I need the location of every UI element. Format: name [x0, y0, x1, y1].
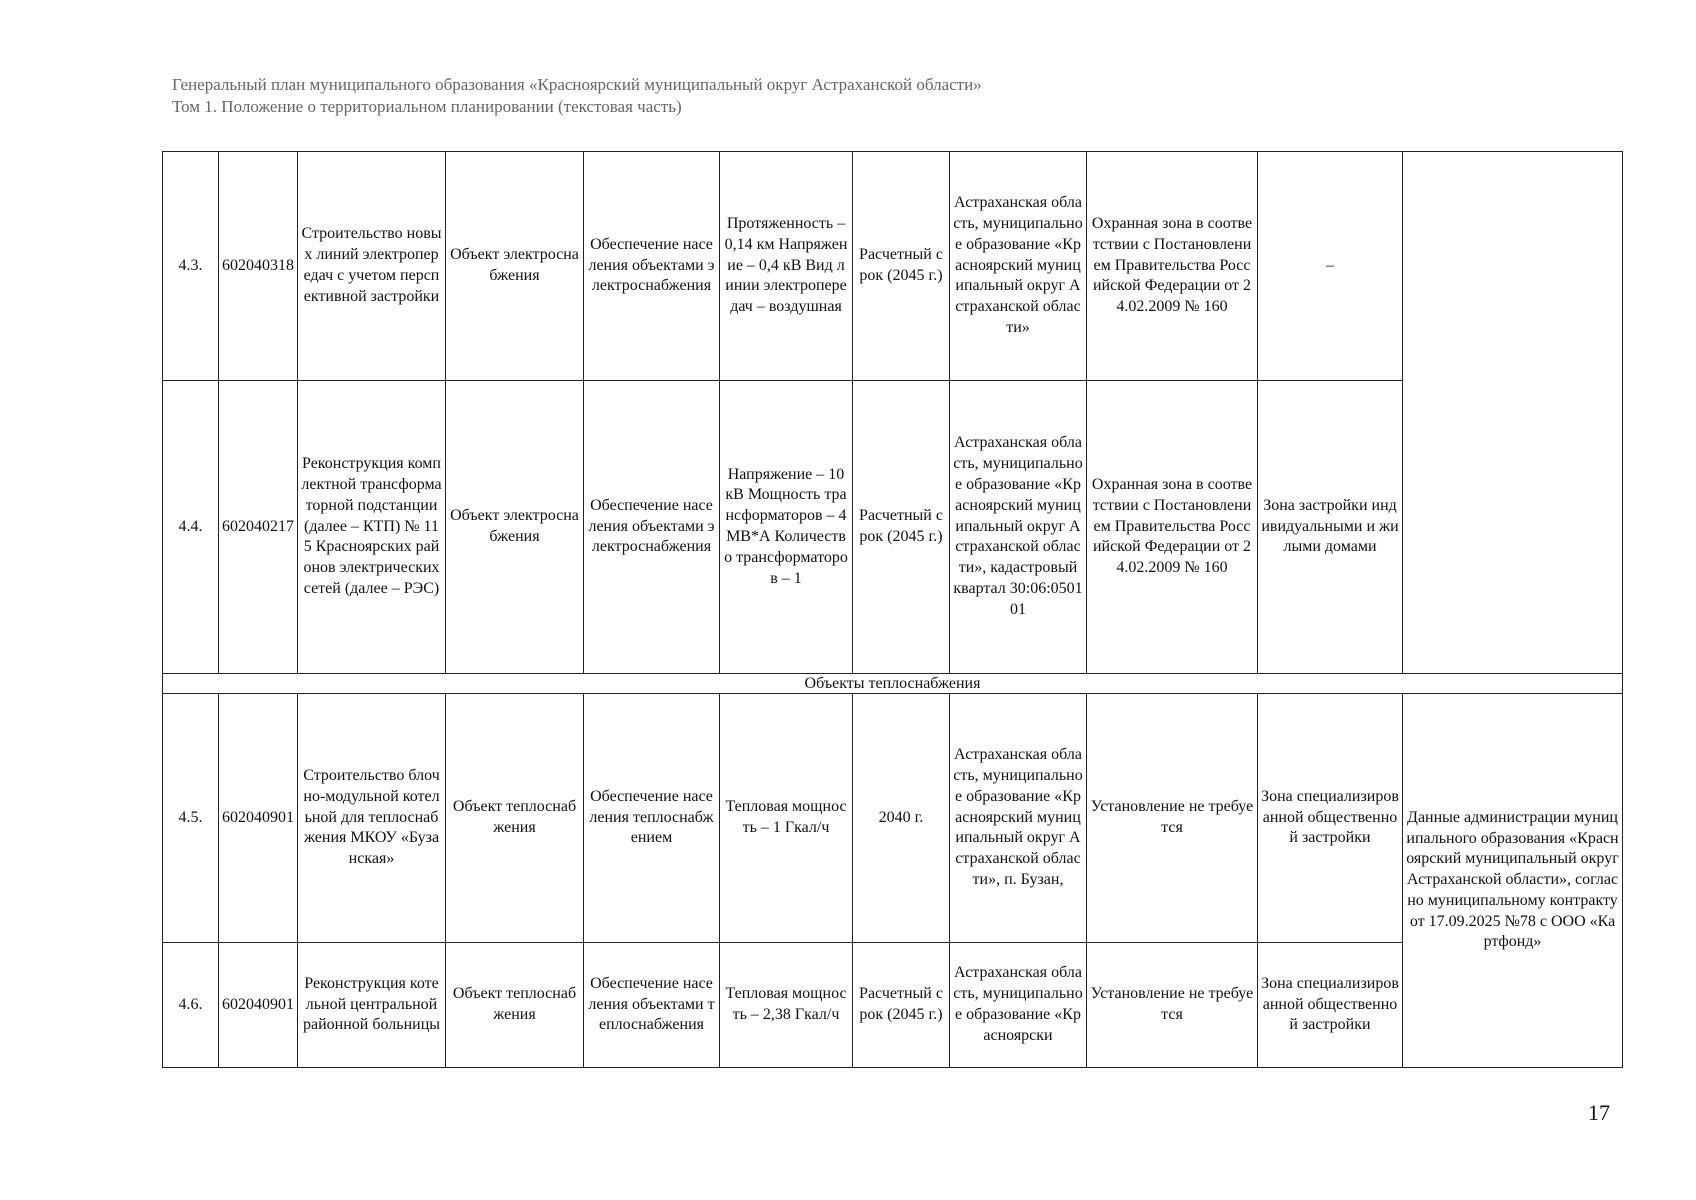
object-type: Объект электроснабжения — [446, 152, 584, 381]
object-protection-zone: Установление не требуется — [1087, 943, 1258, 1068]
section-heading: Объекты теплоснабжения — [163, 674, 1623, 694]
object-purpose: Обеспечение населения объектами теплоснабжения — [584, 943, 720, 1068]
object-type: Объект теплоснабжения — [446, 694, 584, 943]
object-name: Строительство блочно-модульной котельной для теплоснабжения МКОУ «Бузанская» — [298, 694, 446, 943]
table-row — [163, 694, 1623, 943]
row-number: 4.6. — [163, 943, 219, 1068]
object-functional-zone: Зона застройки индивидуальными и жилыми домами — [1258, 381, 1403, 674]
object-purpose: Обеспечение населения теплоснабжением — [584, 694, 720, 943]
object-specs: Тепловая мощность – 1 Гкал/ч — [720, 694, 853, 943]
row-number: 4.4. — [163, 381, 219, 674]
object-basis-empty — [1403, 152, 1623, 674]
section-row — [163, 674, 1623, 694]
row-number: 4.3. — [163, 152, 219, 381]
object-code: 602040901 — [219, 943, 298, 1068]
object-functional-zone: – — [1258, 152, 1403, 381]
object-location: Астраханская область, муниципальное образование «Красноярский муниципальный округ Астраханской области», п. Бузан, — [950, 694, 1087, 943]
object-functional-zone: Зона специализированной общественной застройки — [1258, 943, 1403, 1068]
object-specs: Напряжение – 10 кВ Мощность трансформаторов – 4 МВ*А Количество трансформаторов – 1 — [720, 381, 853, 674]
table-row — [163, 152, 1623, 381]
row-number: 4.5. — [163, 694, 219, 943]
object-specs: Тепловая мощность – 2,38 Гкал/ч — [720, 943, 853, 1068]
object-name: Реконструкция комплектной трансформаторной подстанции (далее – КТП) № 115 Красноярских районов электрических сетей (далее – РЭС) — [298, 381, 446, 674]
object-functional-zone: Зона специализированной общественной застройки — [1258, 694, 1403, 943]
object-specs: Протяженность – 0,14 км Напряжение – 0,4 кВ Вид линии электропередач – воздушная — [720, 152, 853, 381]
object-protection-zone: Охранная зона в соответствии с Постановлением Правительства Российской Федерации от 24.02.2009 № 160 — [1087, 381, 1258, 674]
object-location: Астраханская область, муниципальное образование «Красноярский муниципальный округ Астраханской области», кадастровый квартал 30:06:050101 — [950, 381, 1087, 674]
object-name: Строительство новых линий электропередач с учетом перспективной застройки — [298, 152, 446, 381]
objects-table — [162, 151, 1623, 1068]
document-header — [172, 74, 982, 118]
object-code: 602040217 — [219, 381, 298, 674]
object-code: 602040318 — [219, 152, 298, 381]
object-deadline: Расчетный срок (2045 г.) — [853, 152, 950, 381]
object-deadline: Расчетный срок (2045 г.) — [853, 943, 950, 1068]
object-code: 602040901 — [219, 694, 298, 943]
header-line-1: Генеральный план муниципального образования «Красноярский муниципальный округ Астраханской области» — [172, 75, 982, 94]
object-deadline: Расчетный срок (2045 г.) — [853, 381, 950, 674]
page-number: 17 — [1588, 1100, 1610, 1125]
object-name: Реконструкция котельной центральной районной больницы — [298, 943, 446, 1068]
object-basis: Данные администрации муниципального образования «Красноярский муниципальный округ Астраханской области», согласно муниципальному контракту от 17.09.2025 №78 с ООО «Картфонд» — [1403, 694, 1623, 1068]
header-line-2: Том 1. Положение о территориальном планировании (текстовая часть) — [172, 97, 682, 116]
object-location: Астраханская область, муниципальное образование «Красноярски — [950, 943, 1087, 1068]
object-protection-zone: Охранная зона в соответствии с Постановлением Правительства Российской Федерации от 24.02.2009 № 160 — [1087, 152, 1258, 381]
object-location: Астраханская область, муниципальное образование «Красноярский муниципальный округ Астраханской области» — [950, 152, 1087, 381]
object-type: Объект теплоснабжения — [446, 943, 584, 1068]
object-deadline: 2040 г. — [853, 694, 950, 943]
object-purpose: Обеспечение населения объектами электроснабжения — [584, 381, 720, 674]
object-purpose: Обеспечение населения объектами электроснабжения — [584, 152, 720, 381]
object-protection-zone: Установление не требуется — [1087, 694, 1258, 943]
object-type: Объект электроснабжения — [446, 381, 584, 674]
